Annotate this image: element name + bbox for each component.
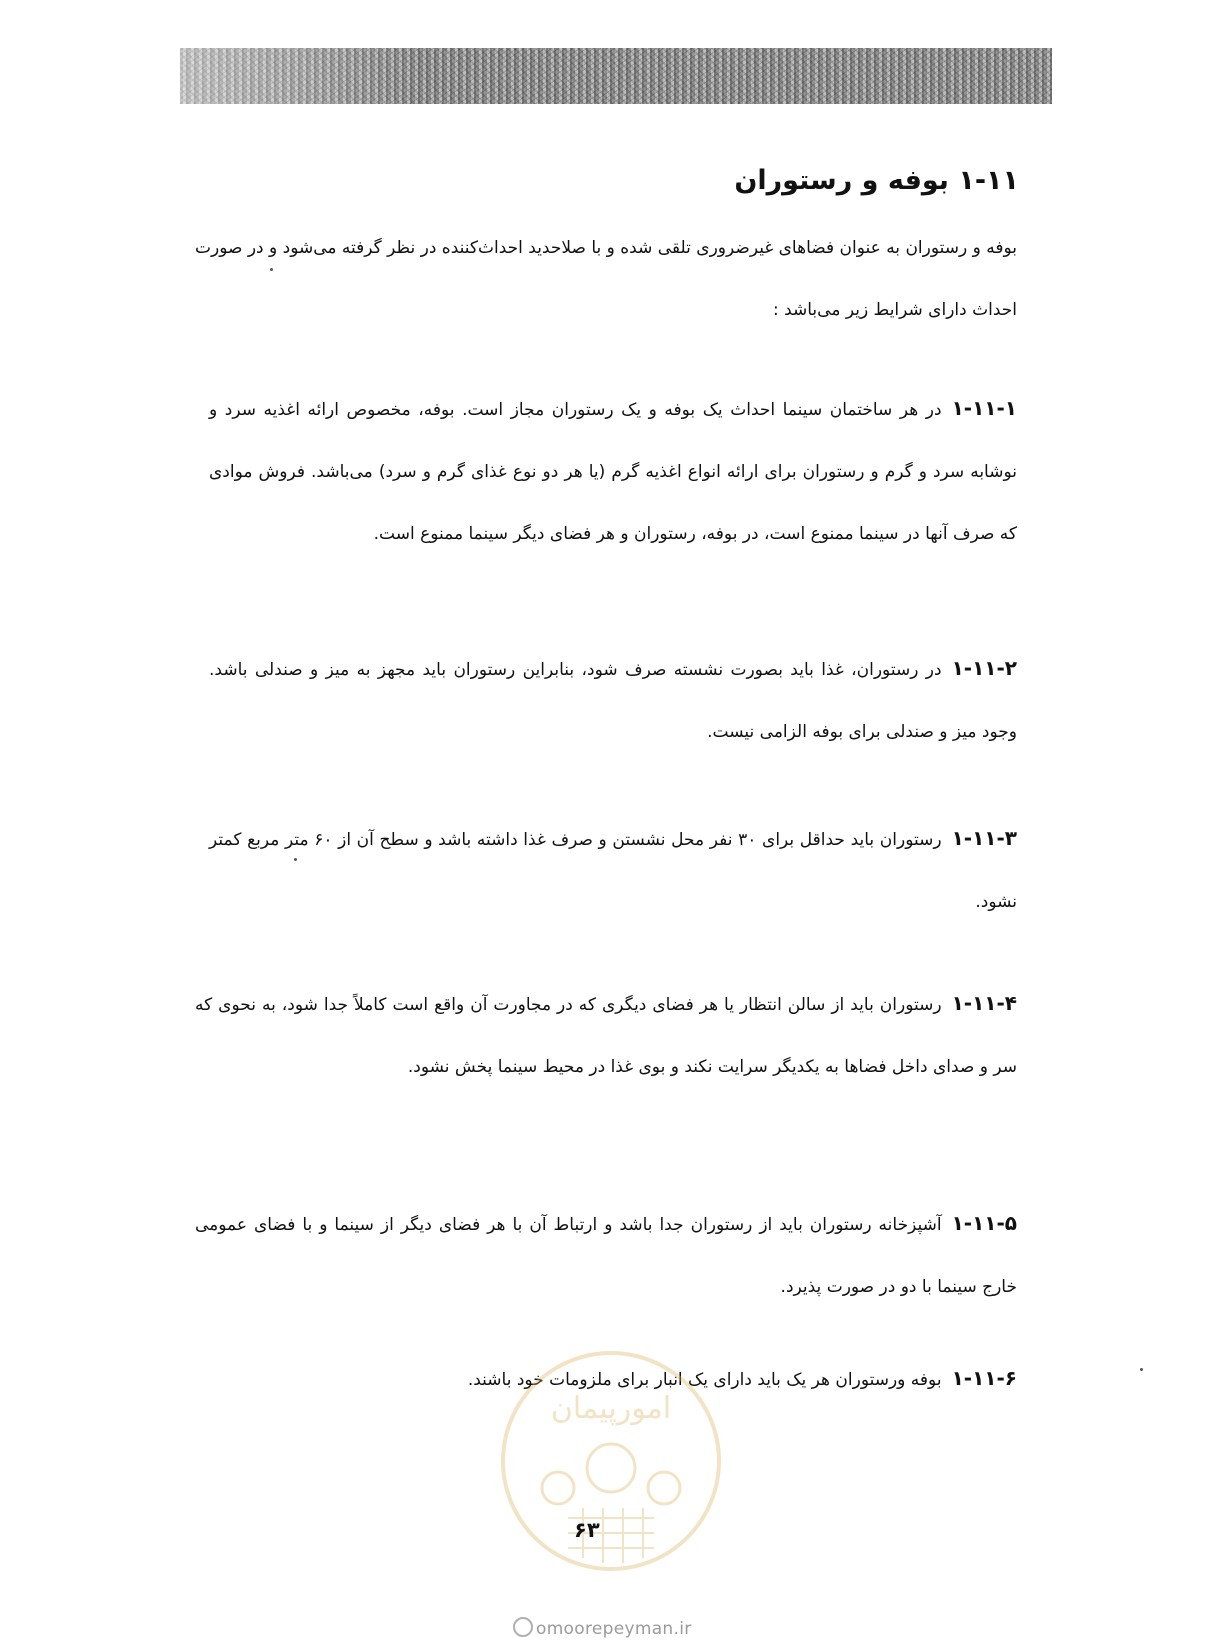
header-band-fade [180, 48, 420, 104]
scan-speck [270, 268, 273, 271]
intro-paragraph: بوفه و رستوران به عنوان فضاهای غیرضروری تلقی شده و با صلاحدید احداث‌کننده در نظر گرفته می‌شود و در صورت احداث دارای شرایط زیر می‌باشد : [195, 238, 1017, 320]
watermark-emblem [587, 1444, 635, 1492]
footer-url-text: omoorepeyman.ir [536, 1619, 692, 1639]
clause-text: در رستوران، غذا باید بصورت نشسته صرف شود، بنابراین رستوران باید مجهز به میز و صندلی باشد. وجود میز و صندلی برای بوفه الزامی نیست. [209, 660, 1017, 742]
footer-url [513, 1617, 692, 1639]
at-icon [513, 1617, 533, 1637]
clause-number: ۱-۱۱-۲ [951, 656, 1017, 680]
clause-text: رستوران باید از سالن انتظار یا هر فضای دیگری که در مجاورت آن واقع است کاملاً جدا شود، به نحوی که سر و صدای داخل فضاها به یکدیگر سرایت نکند و بوی غذا در محیط سینما پخش نشود. [195, 995, 1017, 1077]
watermark-logo [498, 1348, 724, 1574]
clause-text: رستوران باید حداقل برای ۳۰ نفر محل نشستن و صرف غذا داشته باشد و سطح آن از ۶۰ متر مربع کمتر نشود. [209, 830, 1017, 912]
clause-text: در هر ساختمان سینما احداث یک بوفه و یک رستوران مجاز است. بوفه، مخصوص ارائه اغذیه سرد و نوشابه سرد و گرم و رستوران برای ارائه انواع اغذیه گرم (یا هر دو نوع غذای گرم و سرد) می‌باشد. فروش موادی که صرف آنها در سینما ممنوع است، در بوفه، رستوران و هر فضای دیگر سینما ممنوع است. [209, 400, 1017, 544]
clause-number: ۱-۱۱-۶ [951, 1366, 1017, 1390]
clause-4 [195, 972, 1017, 1098]
clause-3 [209, 807, 1017, 933]
watermark-text: امورپیمان [550, 1391, 672, 1426]
clause-2 [209, 637, 1017, 763]
page-number: ۶۳ [574, 1518, 600, 1542]
scale-icon [542, 1472, 574, 1504]
gear-icon [648, 1472, 680, 1504]
clause-5 [195, 1192, 1017, 1318]
watermark-ring [503, 1353, 719, 1569]
section-title: ۱-۱۱ بوفه و رستوران [734, 165, 1019, 196]
clause-number: ۱-۱۱-۱ [951, 396, 1017, 420]
clause-number: ۱-۱۱-۴ [951, 991, 1017, 1015]
clause-1 [209, 377, 1017, 565]
scan-speck [294, 858, 297, 861]
clause-number: ۱-۱۱-۳ [951, 826, 1017, 850]
clause-text: آشپزخانه رستوران باید از رستوران جدا باشد و ارتباط آن با هر فضای دیگر از سینما و با فضای عمومی خارج سینما با دو در صورت پذیرد. [195, 1215, 1017, 1297]
clause-text: بوفه ورستوران هر یک باید دارای یک انبار برای ملزومات خود باشند. [467, 1370, 942, 1390]
clause-number: ۱-۱۱-۵ [951, 1211, 1017, 1235]
scan-speck [1140, 1368, 1143, 1371]
